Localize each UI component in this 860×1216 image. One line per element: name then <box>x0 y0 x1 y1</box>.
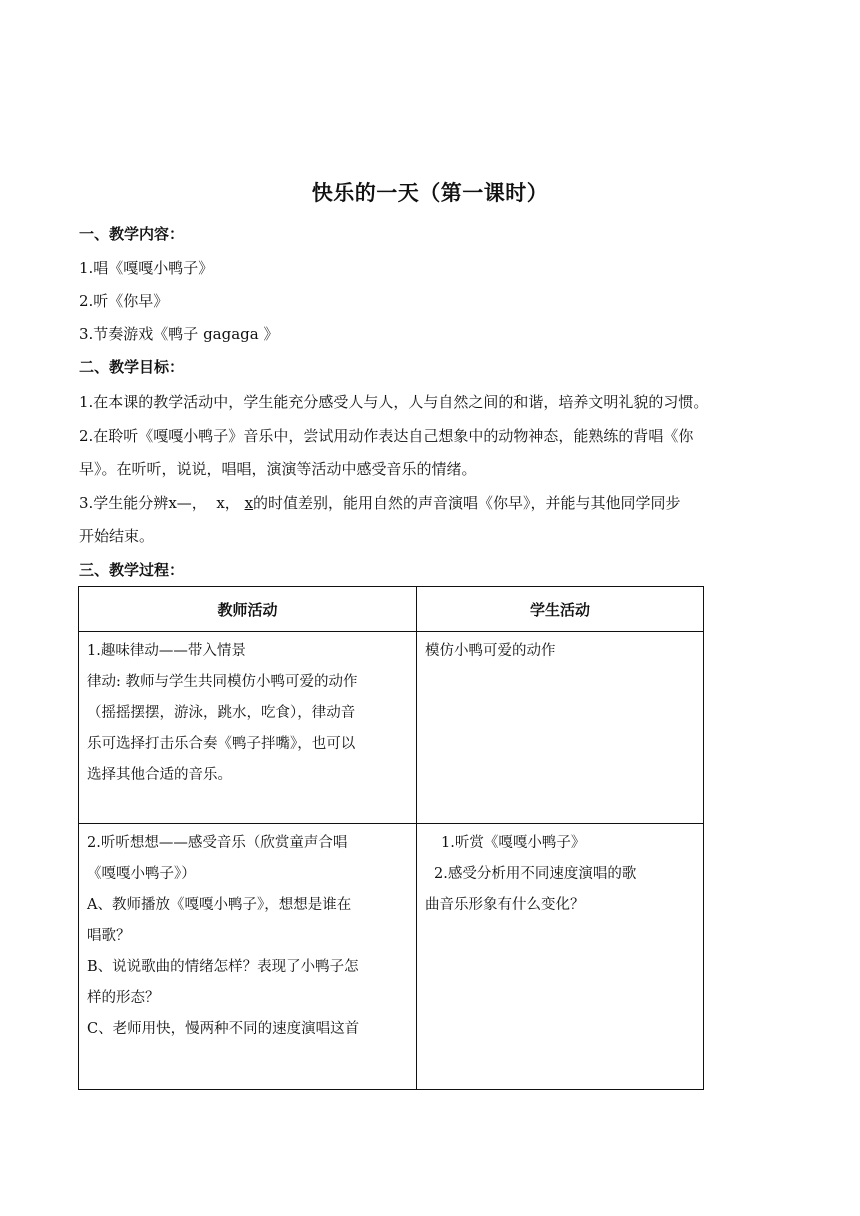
goal-3-note-x2: x， <box>216 494 240 512</box>
cell-line: 样的形态？ <box>87 990 160 1006</box>
goal-3-line-1 <box>79 492 681 513</box>
student-cell <box>417 632 704 824</box>
cell-line: 唱歌？ <box>87 928 131 944</box>
student-cell <box>417 824 704 1090</box>
cell-line: 1.听赏《嘎嘎小鸭子》 <box>441 835 586 851</box>
cell-line: 1.趣味律动——带入情景 <box>87 643 246 659</box>
table-header-student: 学生活动 <box>417 587 704 632</box>
goal-3-prefix: 3.学生能分辨 <box>79 494 169 512</box>
goal-3-note-x3: x <box>244 494 254 512</box>
cell-line: B、说说歌曲的情绪怎样？表现了小鸭子怎 <box>87 959 359 975</box>
cell-line: 选择其他合适的音乐。 <box>87 767 232 783</box>
goal-3-line-2: 开始结束。 <box>79 527 155 545</box>
table-header-row <box>79 587 704 632</box>
teacher-cell <box>79 824 417 1090</box>
goal-2-line-2: 早》。在听听，说说，唱唱，演演等活动中感受音乐的情绪。 <box>79 460 477 478</box>
section-heading-content: 一、教学内容： <box>79 225 185 243</box>
cell-line: 《嘎嘎小鸭子》） <box>87 866 196 882</box>
cell-line: A、教师播放《嘎嘎小鸭子》，想想是谁在 <box>87 897 352 913</box>
content-item-3: 3.节奏游戏《鸭子 gagaga 》 <box>79 325 279 343</box>
table-header-teacher: 教师活动 <box>79 587 417 632</box>
cell-line: 模仿小鸭可爱的动作 <box>425 643 556 659</box>
content-item-1: 1.唱《嘎嘎小鸭子》 <box>79 259 214 277</box>
cell-line: C、老师用快，慢两种不同的速度演唱这首 <box>87 1021 360 1037</box>
goal-1: 1.在本课的教学活动中，学生能充分感受人与人，人与自然之间的和谐，培养文明礼貌的习惯。 <box>79 393 709 411</box>
cell-line: 曲音乐形象有什么变化？ <box>425 897 585 913</box>
cell-line: （摇摇摆摆，游泳，跳水，吃食），律动音 <box>87 705 356 721</box>
cell-line: 2.感受分析用不同速度演唱的歌 <box>434 866 637 882</box>
lesson-table <box>78 586 704 1090</box>
cell-line: 律动: 教师与学生共同模仿小鸭可爱的动作 <box>87 674 358 690</box>
cell-line: 乐可选择打击乐合奏《鸭子拌嘴》，也可以 <box>87 736 356 752</box>
cell-line: 2.听听想想——感受音乐（欣赏童声合唱 <box>87 835 348 851</box>
content-item-2: 2.听《你早》 <box>79 292 169 310</box>
goal-2-line-1: 2.在聆听《嘎嘎小鸭子》音乐中，尝试用动作表达自己想象中的动物神态，能熟练的背唱《你 <box>79 427 694 445</box>
teacher-cell <box>79 632 417 824</box>
document-title: 快乐的一天（第一课时） <box>311 181 549 205</box>
table-row <box>79 824 704 1090</box>
table-row <box>79 632 704 824</box>
section-heading-goals: 二、教学目标： <box>79 358 185 376</box>
goal-3-note-x1: x—， <box>168 494 207 512</box>
section-heading-process: 三、教学过程： <box>79 561 185 579</box>
goal-3-suffix: 的时值差别，能用自然的声音演唱《你早》，并能与其他同学同步 <box>253 494 681 512</box>
